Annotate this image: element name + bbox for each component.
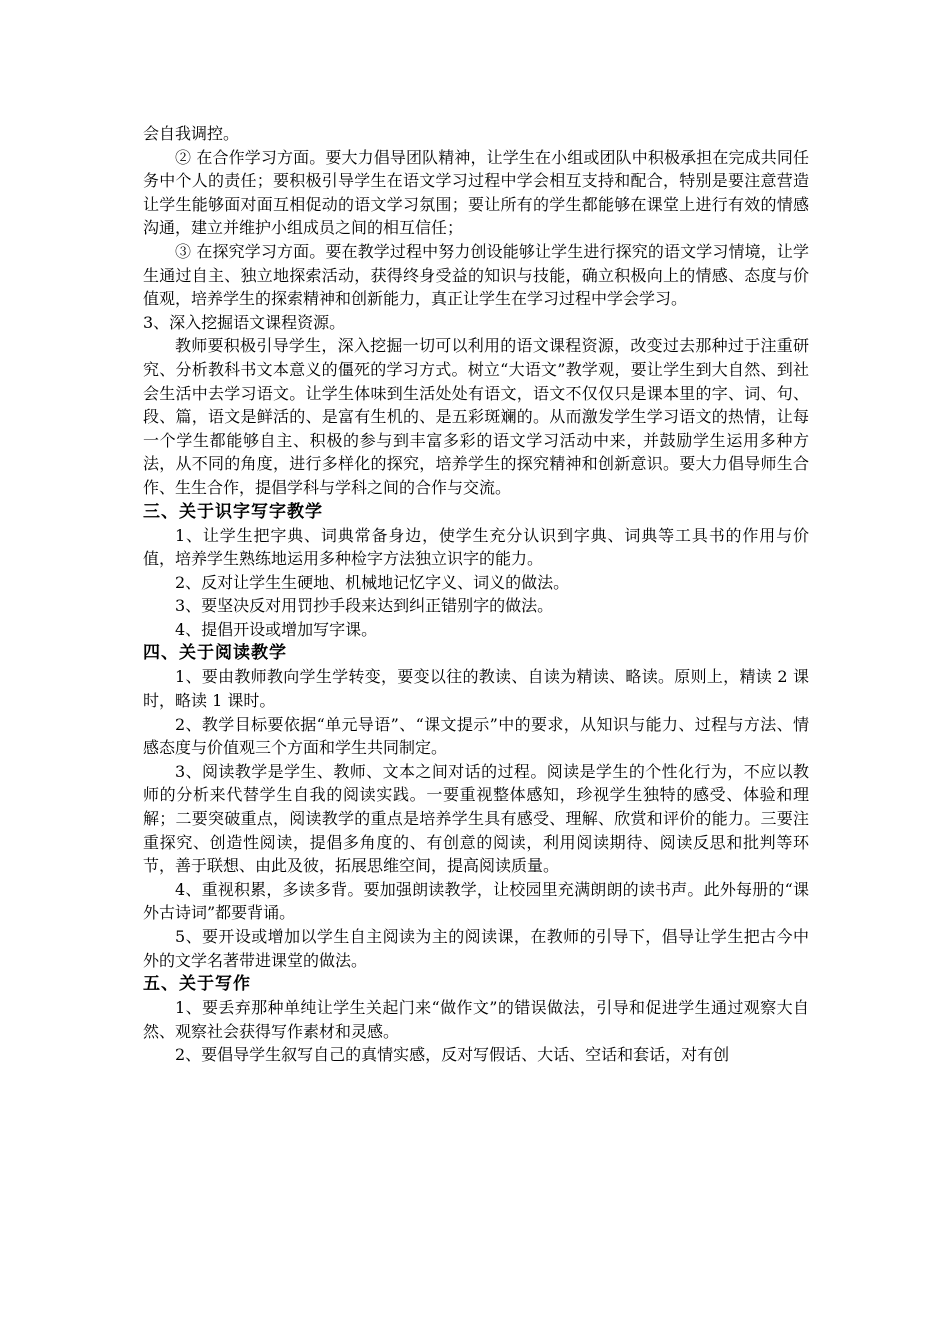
body-paragraph: 3、阅读教学是学生、教师、文本之间对话的过程。阅读是学生的个性化行为，不应以教师的分析来代替学生自我的阅读实践。一要重视整体感知，珍视学生独特的感受、体验和理解；二要突破重点，阅读教学的重点是培养学生具有感受、理解、欣赏和评价的能力。三要注重探究、创造性阅读，提倡多角度的、有创意的阅读，利用阅读期待、阅读反思和批判等环节，善于联想、由此及彼，拓展思维空间，提高阅读质量。 — [143, 761, 809, 876]
body-paragraph: 1、要丢弃那种单纯让学生关起门来“做作文”的错误做法，引导和促进学生通过观察大自然、观察社会获得写作素材和灵感。 — [143, 998, 809, 1041]
body-paragraph: 2、教学目标要依据“单元导语”、“课文提示”中的要求，从知识与能力、过程与方法、情感态度与价值观三个方面和学生共同制定。 — [143, 714, 809, 758]
section-heading: 四、关于阅读教学 — [143, 643, 287, 664]
body-paragraph: 1、要由教师教向学生学转变，要变以往的教读、自读为精读、略读。原则上，精读 2 课时，略读 1 课时。 — [143, 667, 809, 711]
body-paragraph: 4、重视积累，多读多背。要加强朗读教学，让校园里充满朗朗的读书声。此外每册的“课外古诗词”都要背诵。 — [143, 879, 809, 923]
body-paragraph: 4、提倡开设或增加写字课。 — [175, 619, 378, 639]
body-paragraph: 2、反对让学生生硬地、机械地记忆字义、词义的做法。 — [175, 572, 570, 592]
body-paragraph: 2、要倡导学生叙写自己的真情实感，反对写假话、大话、空话和套话，对有创 — [175, 1045, 730, 1065]
body-paragraph: 教师要积极引导学生，深入挖掘一切可以利用的语文课程资源，改变过去那种过于注重研究、分析教科书文本意义的僵死的学习方式。树立“大语文”教学观，要让学生到大自然、到社会生活中去学习语文。让学生体味到生活处处有语文，语文不仅仅只是课本里的字、词、句、段、篇，语文是鲜活的、是富有生机的、是五彩斑斓的。从而激发学生学习语文的热情，让每一个学生都能够自主、积极的参与到丰富多彩的语文学习活动中来，并鼓励学生运用多种方法，从不同的角度，进行多样化的探究，培养学生的探究精神和创新意识。要大力倡导师生合作、生生合作，提倡学科与学科之间的合作与交流。 — [143, 336, 809, 497]
body-paragraph: 3、要坚决反对用罚抄手段来达到纠正错别字的做法。 — [175, 596, 554, 616]
body-paragraph: ② 在合作学习方面。要大力倡导团队精神，让学生在小组或团队中积极承担在完成共同任务中个人的责任；要积极引导学生在语文学习过程中学会相互支持和配合，特别是要注意营造让学生能够面对面互相促动的语文学习氛围；要让所有的学生都能够在课堂上进行有效的情感沟通，建立并维护小组成员之间的相互信任； — [143, 147, 809, 238]
body-paragraph: 3、深入挖掘语文课程资源。 — [143, 312, 346, 332]
section-heading: 五、关于写作 — [143, 974, 251, 995]
body-paragraph: 1、让学生把字典、词典常备身边，使学生充分认识到字典、词典等工具书的作用与价值，培养学生熟练地运用多种检字方法独立识字的能力。 — [143, 525, 809, 569]
body-paragraph: 会自我调控。 — [143, 124, 240, 143]
body-paragraph: ③ 在探究学习方面。要在教学过程中努力创设能够让学生进行探究的语文学习情境，让学生通过自主、独立地探索活动，获得终身受益的知识与技能，确立积极向上的情感、态度与价值观，培养学生的探索精神和创新能力，真正让学生在学习过程中学会学习。 — [143, 241, 809, 309]
document-page — [143, 122, 809, 1067]
body-paragraph: 5、要开设或增加以学生自主阅读为主的阅读课，在教师的引导下，倡导让学生把古今中外的文学名著带进课堂的做法。 — [143, 927, 809, 970]
section-heading: 三、关于识字写字教学 — [143, 501, 323, 522]
